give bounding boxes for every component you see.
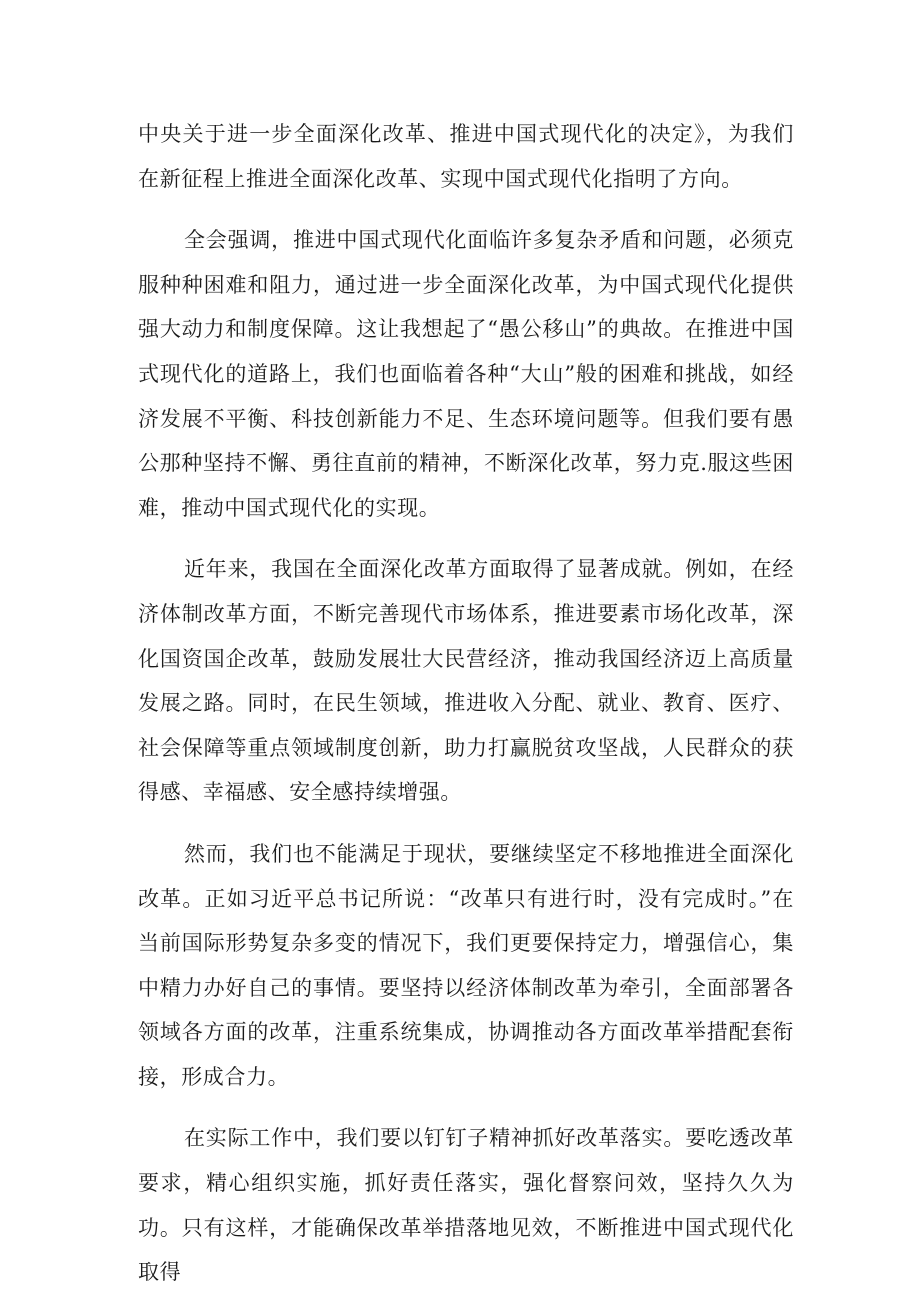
paragraph-5: 在实际工作中，我们要以钉钉子精神抓好改革落实。要吃透改革要求，精心组织实施，抓好责任落实，强化督察问效，坚持久久为功。只有这样，才能确保改革举措落地见效，不断推进中国式现代化取得 xyxy=(138,1126,794,1285)
document-body xyxy=(138,112,794,1295)
paragraph-3: 近年来，我国在全面深化改革方面取得了显著成就。例如，在经济体制改革方面，不断完善现代市场体系，推进要素市场化改革，深化国资国企改革，鼓励发展壮大民营经济，推动我国经济迈上高质量发展之路。同时，在民生领域，推进收入分配、就业、教育、医疗、社会保障等重点领域制度创新，助力打赢脱贫攻坚战，人民群众的获得感、幸福感、安全感持续增强。 xyxy=(138,557,794,805)
paragraph-1: 中央关于进一步全面深化改革、推进中国式现代化的决定》，为我们在新征程上推进全面深化改革、实现中国式现代化指明了方向。 xyxy=(138,122,794,191)
paragraph-4: 然而，我们也不能满足于现状，要继续坚定不移地推进全面深化改革。正如习近平总书记所说：“改革只有进行时，没有完成时。”在当前国际形势复杂多变的情况下，我们更要保持定力，增强信心，集中精力办好自己的事情。要坚持以经济体制改革为牵引，全面部署各领域各方面的改革，注重系统集成，协调推动各方面改革举措配套衔接，形成合力。 xyxy=(138,841,794,1089)
paragraph-2: 全会强调，推进中国式现代化面临许多复杂矛盾和问题，必须克服种种困难和阻力，通过进一步全面深化改革，为中国式现代化提供强大动力和制度保障。这让我想起了“愚公移山”的典故。在推进中国式现代化的道路上，我们也面临着各种“大山”般的困难和挑战，如经济发展不平衡、科技创新能力不足、生态环境问题等。但我们要有愚公那种坚持不懈、勇往直前的精神，不断深化改革，努力克.服这些困难，推动中国式现代化的实现。 xyxy=(138,228,794,520)
